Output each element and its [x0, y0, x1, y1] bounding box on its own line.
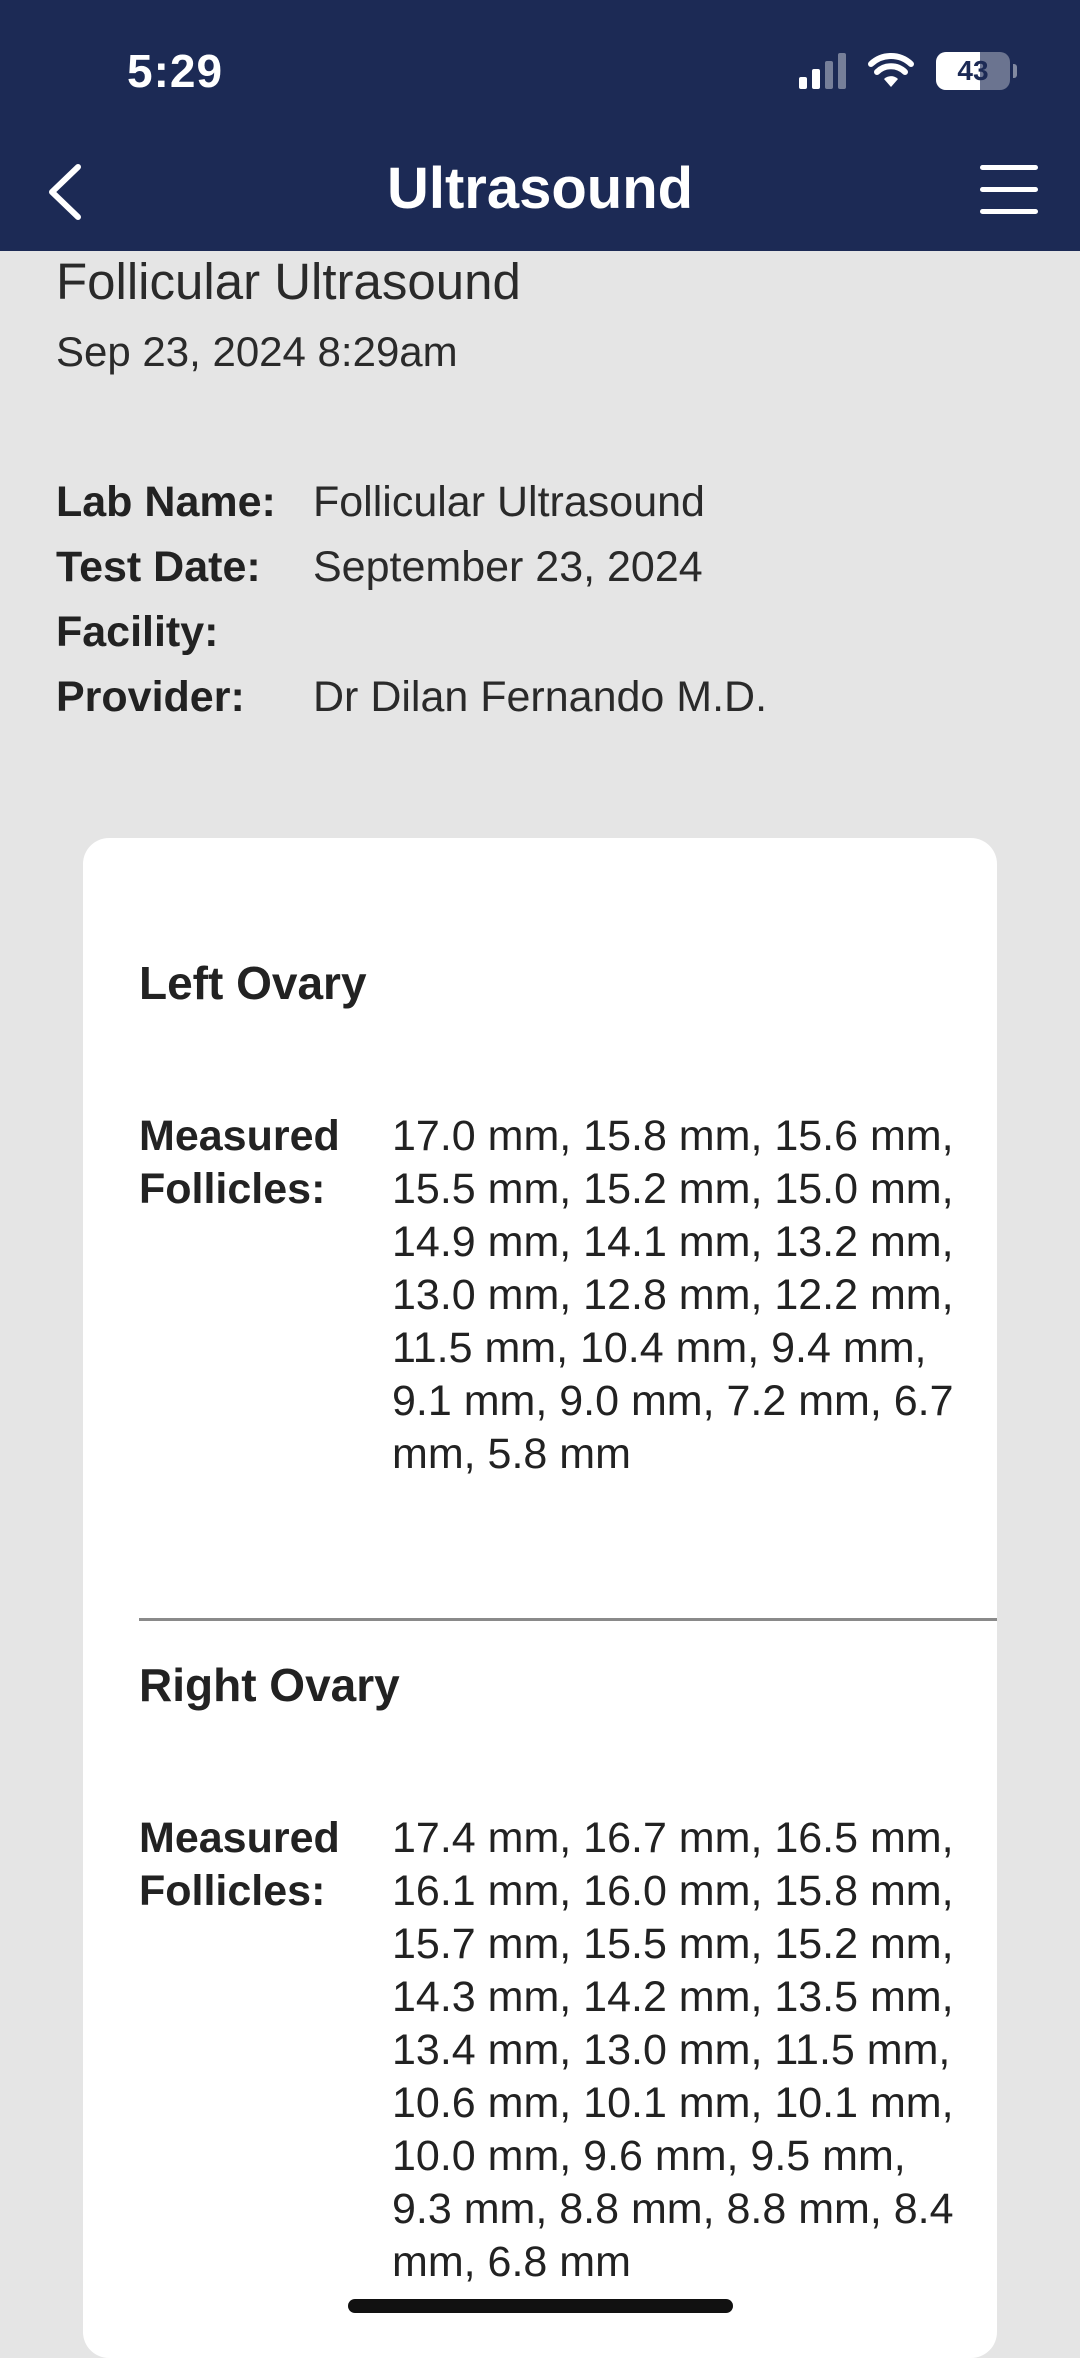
home-indicator[interactable] [348, 2299, 733, 2313]
status-time: 5:29 [127, 45, 224, 97]
detail-row-lab-name [56, 470, 767, 535]
section-divider [139, 1618, 997, 1621]
left-measured-follicles-label [139, 1110, 369, 1216]
app-header [0, 0, 1080, 251]
label-line: Follicles: [139, 1165, 326, 1213]
record-title: Follicular Ultrasound [56, 253, 521, 310]
wifi-icon [868, 53, 914, 89]
detail-value: Dr Dilan Fernando M.D. [313, 673, 768, 721]
results-card [83, 838, 997, 2358]
page-title: Ultrasound [386, 156, 694, 221]
detail-label: Test Date: [56, 543, 261, 591]
detail-value: September 23, 2024 [313, 543, 703, 591]
right-ovary-title: Right Ovary [139, 1659, 400, 1711]
label-line: Measured [139, 1814, 340, 1862]
menu-icon [980, 165, 1038, 170]
detail-label: Facility: [56, 608, 219, 656]
menu-button[interactable] [980, 165, 1038, 215]
record-datetime: Sep 23, 2024 8:29am [56, 328, 458, 375]
detail-row-facility [56, 600, 767, 665]
detail-label: Lab Name: [56, 478, 276, 526]
detail-value: Follicular Ultrasound [313, 478, 705, 526]
detail-label: Provider: [56, 673, 245, 721]
right-measured-follicles-label [139, 1812, 369, 1918]
record-details [56, 470, 767, 730]
detail-row-provider [56, 665, 767, 730]
left-follicle-values: 17.0 mm, 15.8 mm, 15.6 mm, 15.5 mm, 15.2 mm, 15.0 mm, 14.9 mm, 14.1 mm, 13.2 mm, 13.0 mm, 12.8 mm, 12.2 mm, 11.5 mm, 10.4 mm, 9.4 mm, 9.1 mm, 9.0 mm, 7.2 mm, 6.7 mm, 5.8 mm [392, 1112, 954, 1478]
right-follicle-values: 17.4 mm, 16.7 mm, 16.5 mm, 16.1 mm, 16.0 mm, 15.8 mm, 15.7 mm, 15.5 mm, 15.2 mm, 14.3 mm, 14.2 mm, 13.5 mm, 13.4 mm, 13.0 mm, 11.5 mm, 10.6 mm, 10.1 mm, 10.1 mm, 10.0 mm, 9.6 mm, 9.5 mm, 9.3 mm, 8.8 mm, 8.8 mm, 8.4 mm, 6.8 mm [392, 1814, 954, 2286]
battery-level: 43 [957, 55, 989, 86]
label-line: Measured [139, 1112, 340, 1160]
label-line: Follicles: [139, 1867, 326, 1915]
signal-icon [799, 53, 846, 89]
battery-icon [936, 52, 1010, 90]
status-icons [799, 52, 1010, 90]
detail-row-test-date [56, 535, 767, 600]
left-ovary-title: Left Ovary [139, 957, 367, 1009]
